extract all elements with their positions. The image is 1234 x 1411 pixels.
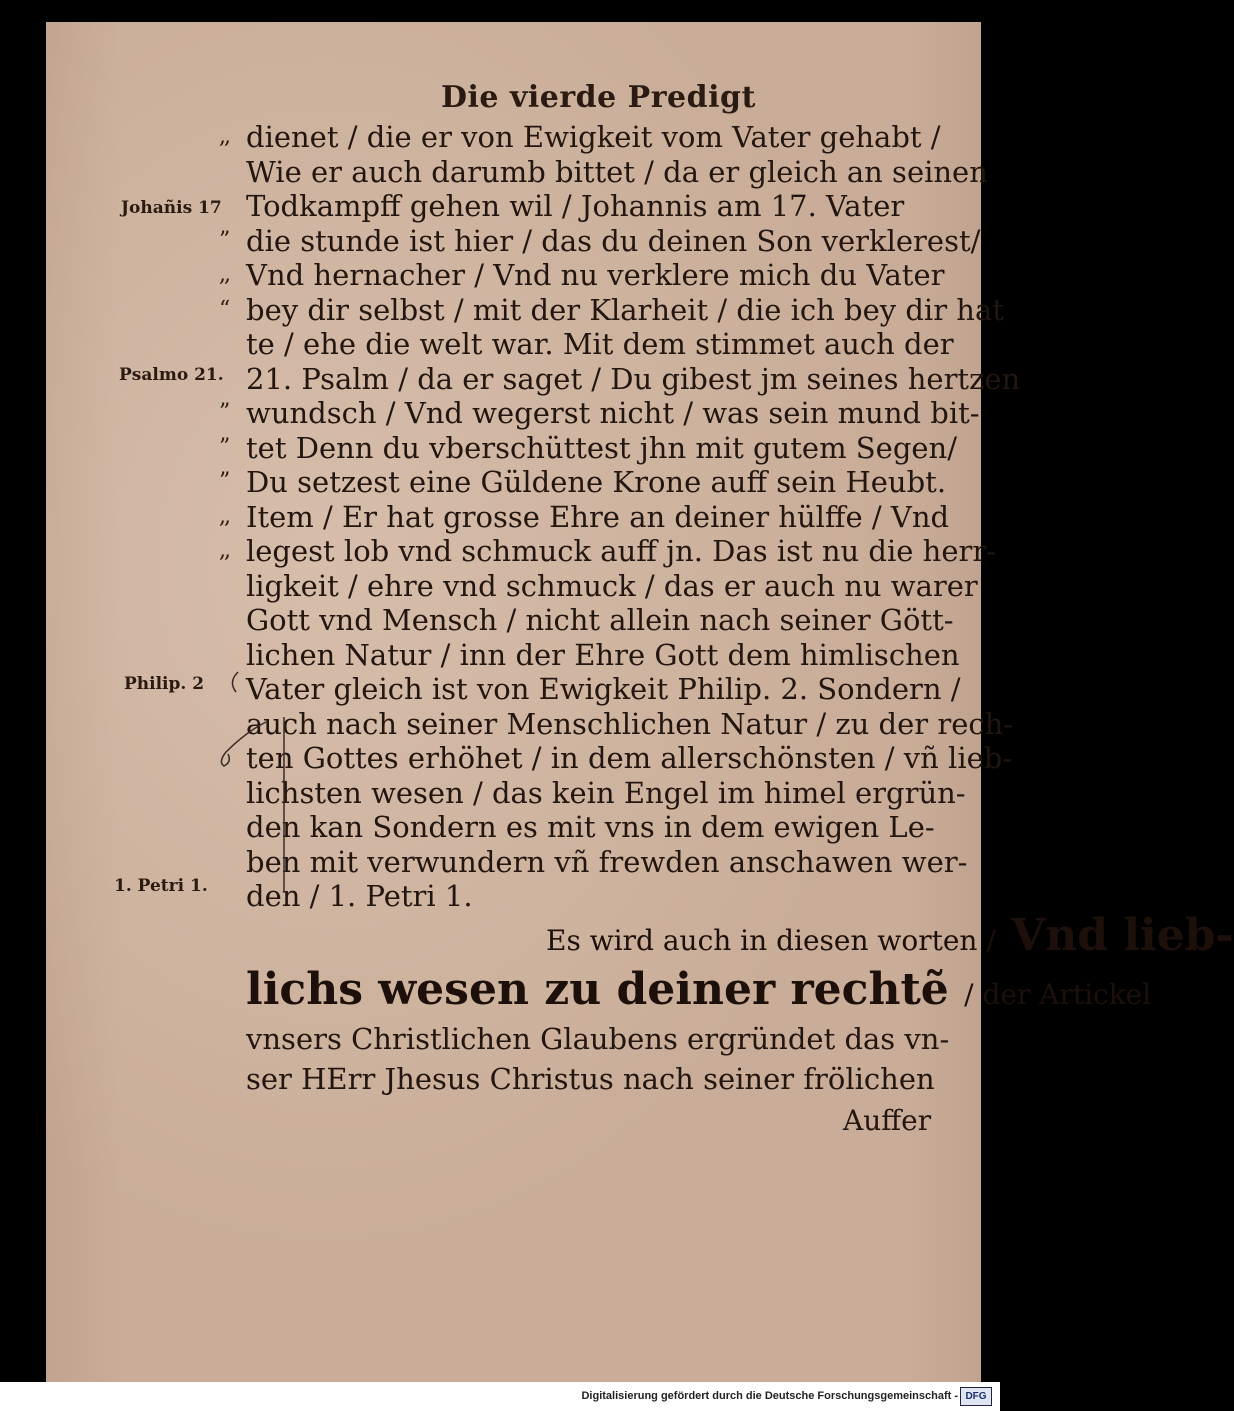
para2-line1-small: Es wird auch in diesen worten / (546, 924, 996, 957)
text-line: te / ehe die welt war. Mit dem stimmet auch der (246, 327, 954, 361)
text-line: den / 1. Petri 1. (246, 879, 473, 913)
quote-mark: ” (219, 469, 229, 494)
text-line: Item / Er hat grosse Ehre an deiner hülffe / Vnd (246, 499, 950, 534)
text-line: Vnd hernacher / Vnd nu verklere mich du Vater (246, 258, 945, 292)
text-line: lichen Natur / inn der Ehre Gott dem himlischen (246, 637, 960, 672)
text-line: bey dir selbst / mit der Klarheit / die ich bey dir hat (246, 292, 1004, 327)
text-line: Wie er auch darumb bittet / da er gleich an seinen (246, 154, 988, 189)
margin-note-psalmo: Psalmo 21. (119, 365, 224, 385)
text-line: ben mit verwundern vñ frewden anschawen wer- (246, 844, 968, 879)
text-line: 21. Psalm / da er saget / Du gibest jm seines hertzen (246, 361, 1021, 396)
margin-note-philip: Philip. 2 (124, 674, 205, 694)
text-line: lichsten wesen / das kein Engel im himel ergrün- (246, 775, 966, 810)
quote-mark: ,, (219, 538, 229, 563)
text-line: auch nach seiner Menschlichen Natur / zu der rech- (246, 706, 1014, 741)
para2-line2-big: lichs wesen zu deiner rechtẽ (246, 964, 949, 1015)
quote-mark: ” (219, 400, 229, 425)
text-line: Vater gleich ist von Ewigkeit Philip. 2. Sondern / (246, 672, 961, 706)
quote-mark: ,, (219, 124, 229, 149)
margin-note-johannis: Johañis 17 (121, 198, 222, 218)
text-line: legest lob vnd schmuck auff jn. Das ist nu die herr- (246, 534, 997, 568)
quote-mark: “ (219, 296, 229, 322)
para2-line3: vnsers Christlichen Glaubens ergründet das vn- (246, 1022, 950, 1056)
text-line: ten Gottes erhöhet / in dem allerschönsten / vñ lieb- (246, 741, 1013, 775)
para2-line4: ser HErr Jhesus Christus nach seiner frölichen (246, 1062, 935, 1096)
footer-bar (0, 1382, 1000, 1411)
text-line: den kan Sondern es mit vns in dem ewigen Le- (246, 810, 935, 844)
text-line: Du setzest eine Güldene Krone auff sein Heubt. (246, 465, 947, 499)
margin-note-petri: 1. Petri 1. (114, 876, 208, 896)
text-line: Gott vnd Mensch / nicht allein nach seiner Gött- (246, 603, 954, 637)
text-line: dienet / die er von Ewigkeit vom Vater gehabt / (246, 120, 941, 154)
text-line: ligkeit / ehre vnd schmuck / das er auch nu warer (246, 568, 978, 603)
text-line: wundsch / Vnd wegerst nicht / was sein mund bit- (246, 396, 980, 430)
quote-mark: ” (219, 434, 229, 460)
text-line: Todkampff gehen wil / Johannis am 17. Vater (246, 189, 905, 223)
para2-line2-small: / der Artickel (964, 978, 1152, 1011)
quote-mark: ,, (219, 503, 229, 529)
text-line: die stunde ist hier / das du deinen Son verklerest/ (246, 223, 981, 258)
text-line: tet Denn du vberschüttest jhn mit gutem Segen/ (246, 430, 957, 465)
footer-credit: Digitalisierung gefördert durch die Deutsche Forschungsgemeinschaft - (581, 1390, 958, 1402)
quote-mark: ,, (219, 262, 229, 287)
catchword: Auffer (843, 1104, 932, 1137)
book-page (46, 22, 1234, 1382)
quote-mark: ” (219, 227, 229, 253)
para2-line1-big: Vnd lieb- (1011, 910, 1234, 961)
handwritten-marks (166, 662, 296, 902)
page-header: Die vierde Predigt (441, 80, 756, 115)
dfg-logo: DFG (960, 1387, 992, 1406)
